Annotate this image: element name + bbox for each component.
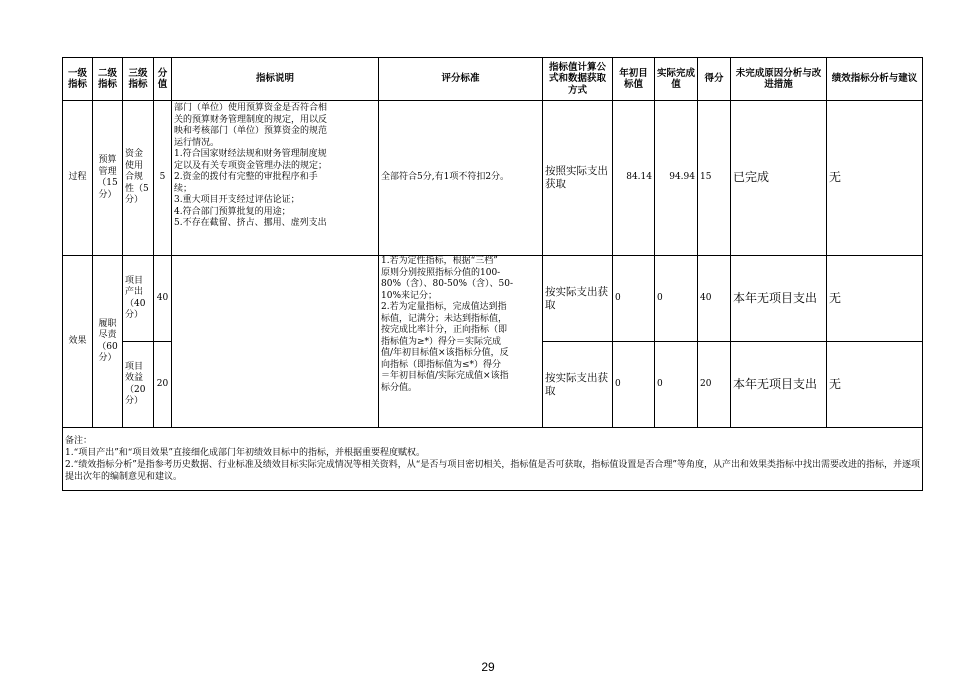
description-line: 续；	[174, 183, 193, 194]
criteria-line: 标分值。	[381, 382, 418, 393]
effect-benefit-formula: 按实际支出获取	[543, 342, 613, 428]
effect-output-analysis: 无	[827, 256, 923, 342]
process-target: 84.14	[613, 101, 655, 256]
effect-criteria	[379, 256, 543, 428]
header-score: 得分	[698, 58, 731, 101]
criteria-line: 原则分别按照指标分值的100-	[381, 267, 501, 278]
process-score-value: 5	[154, 101, 172, 256]
effect-benefit-target: 0	[613, 342, 655, 428]
description-line: 定以及有关专项资金管理办法的规定；	[174, 160, 328, 171]
effect-level1: 效果	[63, 256, 93, 428]
effect-output-formula: 按实际支出获取	[543, 256, 613, 342]
criteria-line: 10%来记分；	[381, 290, 438, 301]
process-analysis: 无	[827, 101, 923, 256]
header-level1: 一级指标	[63, 58, 93, 101]
process-formula: 按照实际支出获取	[543, 101, 613, 256]
effect-benefit-score-value: 20	[154, 342, 172, 428]
notes-title: 备注：	[65, 436, 93, 446]
notes-line-1: 1.“项目产出”和“项目效果”直接细化成部门年初绩效目标中的指标，并根据重要程度赋权。	[65, 448, 425, 458]
header-actual: 实际完成值	[655, 58, 698, 101]
process-level2: 预算管理（15分）	[93, 101, 123, 256]
criteria-line: 按完成比率计分，正向指标（即	[381, 325, 508, 335]
effect-output-score-value: 40	[154, 256, 172, 342]
description-line: 映和考核部门（单位）预算资金的规范	[174, 126, 328, 136]
header-reason: 未完成原因分析与改进措施	[731, 58, 827, 101]
effect-output-target: 0	[613, 256, 655, 342]
notes-row	[63, 428, 923, 491]
criteria-line: 向指标（即指标值为≤*）得分	[381, 359, 502, 370]
criteria-line: 80%（含）、80-50%（含）、50-	[381, 279, 513, 289]
header-analysis: 绩效指标分析与建议	[827, 58, 923, 101]
description-line: 部门（单位）使用预算资金是否符合相	[174, 103, 328, 113]
effect-benefit-score: 20	[698, 342, 731, 428]
criteria-line: 1.若为定性指标，根据“三档”	[381, 256, 498, 266]
process-score: 15	[698, 101, 731, 256]
effect-benefit-reason: 本年无项目支出	[731, 342, 827, 428]
criteria-line: 值/年初目标值×该指标分值，反	[381, 348, 509, 358]
header-row	[63, 58, 923, 101]
description-line: 1.符合国家财经法规和财务管理制度规	[174, 149, 327, 159]
effect-output-score: 40	[698, 256, 731, 342]
description-line: 关的预算财务管理制度的规定，用以反	[174, 114, 328, 125]
criteria-line: ＝年初目标值/实际完成值×该指	[381, 371, 509, 381]
page-number: 29	[481, 660, 495, 674]
header-formula: 指标值计算公式和数据获取方式	[543, 58, 613, 101]
effect-benefit-level3: 项目效益（20分）	[123, 342, 154, 428]
description-line: 2.资金的拨付有完整的审批程序和手	[174, 172, 318, 182]
effect-output-level3: 项目产出（40分）	[123, 256, 154, 342]
process-level3: 资金使用合规性（5分）	[123, 101, 154, 256]
effect-benefit-analysis: 无	[827, 342, 923, 428]
process-row	[63, 101, 923, 256]
effect-description	[172, 256, 379, 428]
effect-level2: 履职尽责（60分）	[93, 256, 123, 428]
criteria-line: 2.若为定量指标，完成值达到指	[381, 302, 507, 312]
header-criteria: 评分标准	[379, 58, 543, 101]
notes-line-2: 2.“绩效指标分析”是指参考历史数据、行业标准及绩效目标实际完成情况等相关资料，从“是否与项目密切相关，指标值是否可获取，指标值设置是否合理”等角度，从产出和效果类指标中找出需要改进的指标，并逐项提出次年的编制意见和建议。	[65, 460, 920, 482]
process-actual: 94.94	[655, 101, 698, 256]
header-level2: 二级指标	[93, 58, 123, 101]
effect-benefit-actual: 0	[655, 342, 698, 428]
performance-table	[62, 57, 923, 491]
process-criteria: 全部符合5分,有1项不符扣2分。	[379, 101, 543, 256]
process-description-lines	[174, 103, 376, 230]
header-level3: 三级指标	[123, 58, 154, 101]
notes-cell	[63, 428, 923, 491]
process-reason: 已完成	[731, 101, 827, 256]
header-description: 指标说明	[172, 58, 379, 101]
effect-output-actual: 0	[655, 256, 698, 342]
description-line: 4.符合部门预算批复的用途；	[174, 206, 291, 217]
criteria-line: 标值，记满分；未达到指标值，	[381, 313, 508, 324]
description-line: 3.重大项目开支经过评估论证；	[174, 195, 300, 205]
effect-row-output	[63, 256, 923, 342]
header-score-value: 分值	[154, 58, 172, 101]
criteria-line: 指标值为≥*）得分＝实际完成	[381, 336, 502, 347]
process-level1: 过程	[63, 101, 93, 256]
description-line: 运行情况。	[174, 137, 220, 148]
effect-output-reason: 本年无项目支出	[731, 256, 827, 342]
description-line: 5.不存在截留、挤占、挪用、虚列支出	[174, 218, 327, 228]
header-target: 年初目标值	[613, 58, 655, 101]
process-description	[172, 101, 379, 256]
